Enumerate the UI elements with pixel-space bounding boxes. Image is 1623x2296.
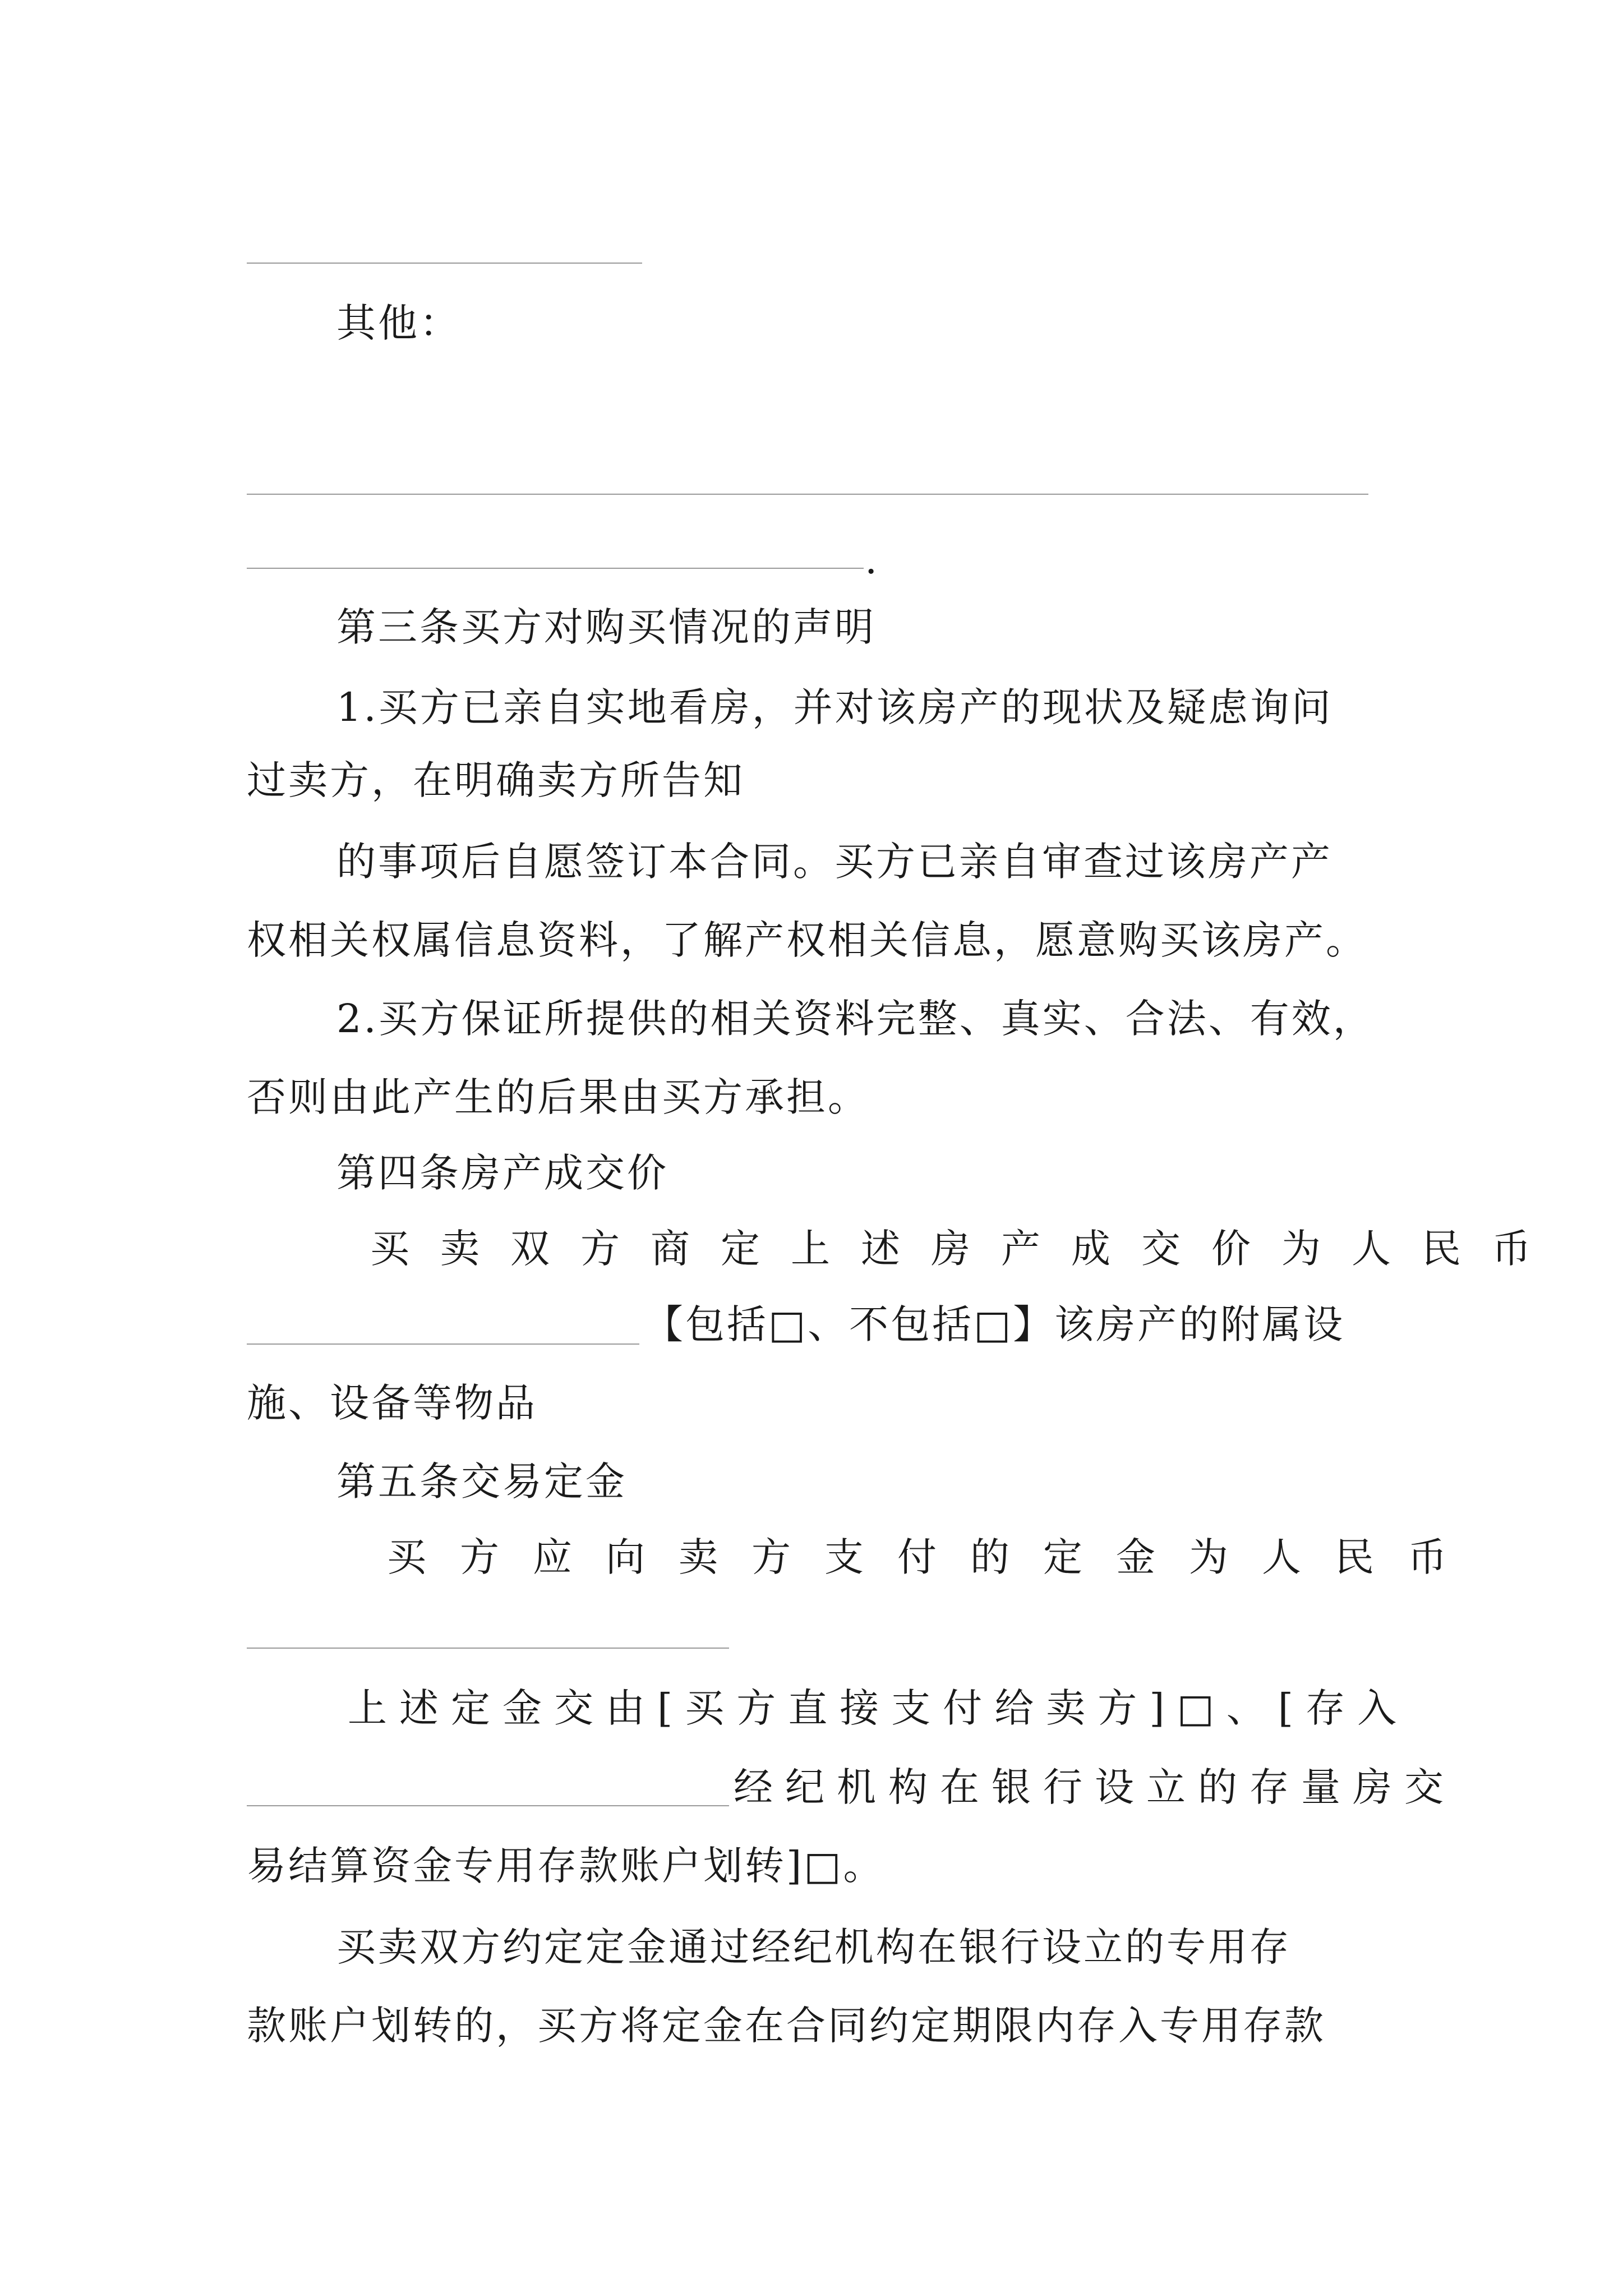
article-3-title: 第三条买方对购买情况的声明 [336, 604, 876, 650]
article-3-para1-line2: 过卖方，在明确卖方所告知 [247, 757, 745, 803]
article-5-para3-line2: 款账户划转的，买方将定金在合同约定期限内存入专用存款 [247, 2003, 1326, 2049]
article-4-para-line1: 买卖双方商定上述房产成交价为人民币 [370, 1226, 1562, 1272]
article-5-para3-line1: 买卖双方约定定金通过经纪机构在银行设立的专用存 [336, 1924, 1291, 1970]
blank-fill-line [247, 1805, 729, 1806]
article-3-para1-line4: 权相关权属信息资料，了解产权相关信息，愿意购买该房产。 [247, 917, 1367, 963]
article-5-para2-line2: 经纪机构在银行设立的存量房交 [734, 1764, 1456, 1810]
blank-fill-line [247, 263, 642, 264]
blank-fill-line [247, 1648, 729, 1649]
line-end-period: . [865, 537, 878, 583]
blank-fill-line [247, 568, 864, 569]
article-5-title: 第五条交易定金 [336, 1458, 627, 1504]
article-5-para1-line1: 买方应向卖方支付的定金为人民币 [387, 1534, 1481, 1580]
article-5-para2-line1: 上述定金交由[买方直接支付给卖方]□、[存入 [348, 1685, 1409, 1731]
article-4-para-line3: 施、设备等物品 [247, 1380, 537, 1426]
article-3-para2-line2: 否则由此产生的后果由买方承担。 [247, 1074, 869, 1120]
article-4-para-line2: 【包括□、不包括□】该房产的附属设 [644, 1301, 1345, 1347]
article-3-para1-line1: 1.买方已亲自实地看房，并对该房产的现状及疑虑询问 [336, 684, 1333, 730]
article-4-title: 第四条房产成交价 [336, 1150, 668, 1196]
article-3-para2-line1: 2.买方保证所提供的相关资料完整、真实、合法、有效， [336, 996, 1375, 1042]
blank-fill-line [247, 494, 1368, 495]
other-label: 其他： [336, 300, 461, 346]
blank-fill-line [247, 1343, 639, 1345]
article-3-para1-line3: 的事项后自愿签订本合同。买方已亲自审查过该房产产 [336, 839, 1332, 885]
article-5-para2-line3: 易结算资金专用存款账户划转]□。 [247, 1843, 885, 1889]
